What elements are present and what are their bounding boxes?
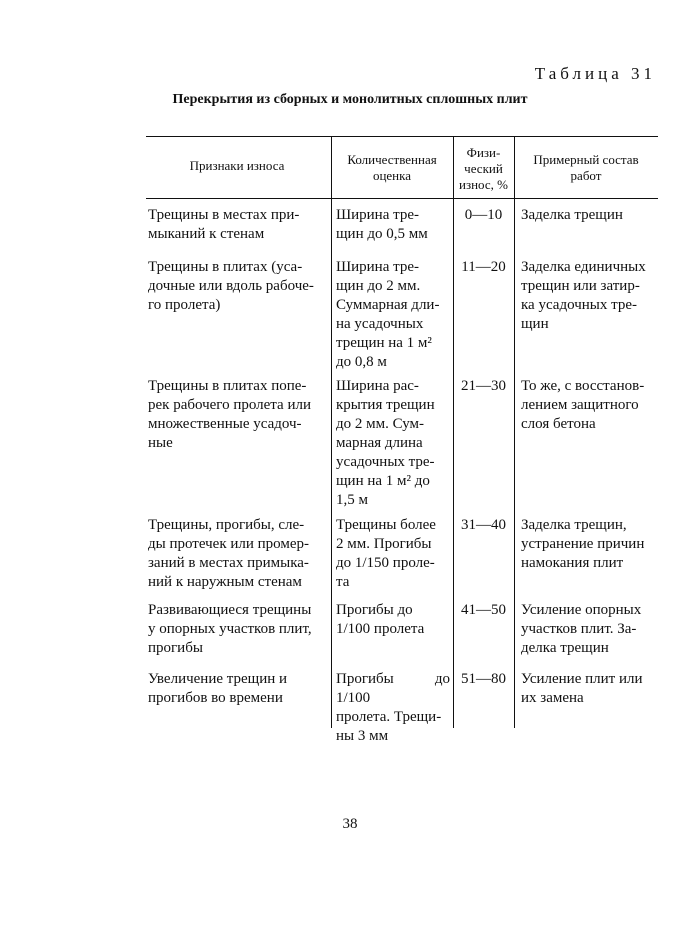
- header-assessment: Количественная оценка: [347, 152, 437, 183]
- row-2-wear: 11—20: [461, 259, 506, 275]
- row-6-assessment: Прогибы до 1/100 пролета. Трещи- ны 3 мм: [336, 671, 450, 744]
- row-3-works: То же, с восстанов- лением защитного слоя бетона: [521, 378, 645, 432]
- row-5-assessment: Прогибы до 1/100 пролета: [336, 602, 425, 637]
- column-divider-2: [453, 136, 454, 728]
- row-4-assessment: Трещины более 2 мм. Прогибы до 1/150 проле- та: [336, 517, 436, 590]
- row-5-works: Усиление опорных участков плит. За- делка трещин: [521, 602, 642, 656]
- row-1-works: Заделка трещин: [521, 207, 623, 223]
- row-3-wear: 21—30: [461, 378, 506, 394]
- row-2-assessment: Ширина тре- щин до 2 мм. Суммарная дли- на усадочных трещин на 1 м² до 0,8 м: [336, 259, 440, 370]
- row-3-assessment: Ширина рас- крытия трещин до 2 мм. Сум- марная длина усадочных тре- щин на 1 м² до 1,5 м: [336, 378, 435, 508]
- row-5-wear: 41—50: [461, 602, 506, 618]
- header-wear: Физи- ческий износ, %: [459, 145, 508, 192]
- table-title: Перекрытия из сборных и монолитных сплошных плит: [172, 92, 528, 107]
- column-divider-1: [331, 136, 332, 728]
- row-6-wear: 51—80: [461, 671, 506, 687]
- column-divider-3: [514, 136, 515, 728]
- row-4-wear: 31—40: [461, 517, 506, 533]
- header-works: Примерный состав работ: [533, 152, 639, 183]
- row-4-signs: Трещины, прогибы, сле- ды протечек или промер- заний в местах примыка- ний к наружным стенам: [148, 517, 310, 590]
- header-bottom-rule: [146, 198, 658, 199]
- row-1-assessment: Ширина тре- щин до 0,5 мм: [336, 207, 428, 242]
- page-number: 38: [342, 816, 358, 832]
- table-top-rule: [146, 136, 658, 137]
- row-6-signs: Увеличение трещин и прогибов во времени: [148, 671, 288, 706]
- table-label: Таблица 31: [534, 64, 656, 83]
- row-1-wear: 0—10: [464, 207, 503, 223]
- row-3-signs: Трещины в плитах попе- рек рабочего пролета или множественные усадоч- ные: [148, 378, 311, 451]
- row-4-works: Заделка трещин, устранение причин намокания плит: [521, 517, 645, 571]
- header-signs: Признаки износа: [189, 158, 285, 173]
- row-2-works: Заделка единичных трещин или затир- ка усадочных тре- щин: [521, 259, 646, 332]
- row-2-signs: Трещины в плитах (уса- дочные или вдоль рабоче- го пролета): [148, 259, 314, 313]
- row-1-signs: Трещины в местах при- мыканий к стенам: [148, 207, 300, 242]
- row-6-works: Усиление плит или их замена: [521, 671, 643, 706]
- row-5-signs: Развивающиеся трещины у опорных участков плит, прогибы: [148, 602, 312, 656]
